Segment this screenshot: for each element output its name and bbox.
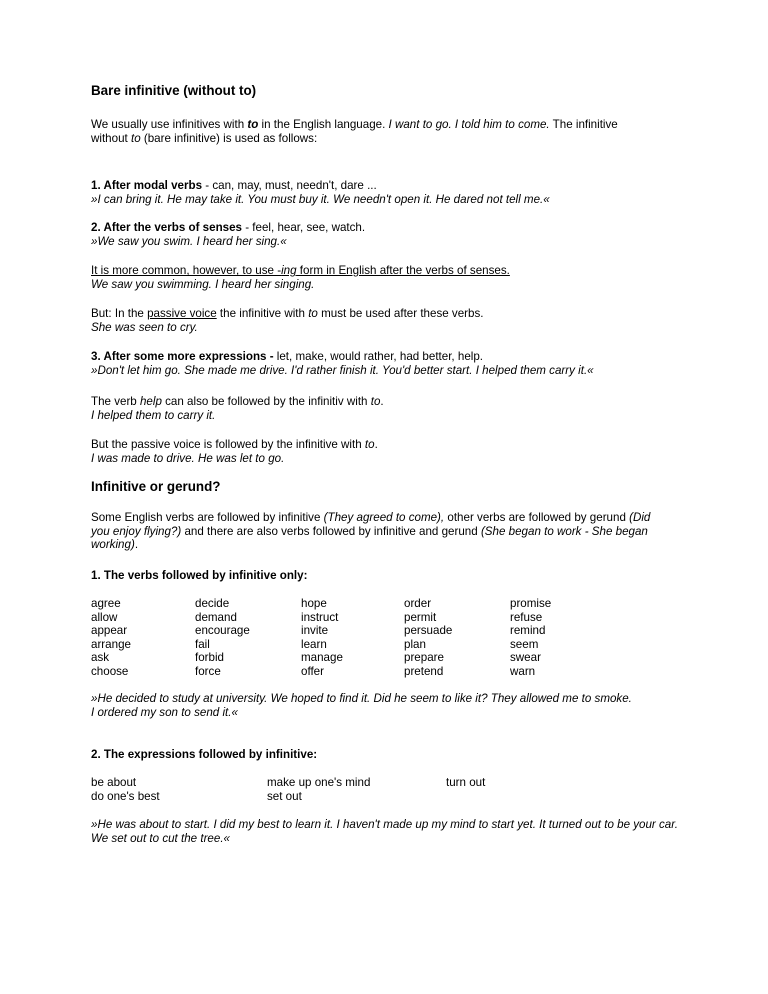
verb-item: ask (91, 651, 110, 665)
rule-verbs-of-senses: 2. After the verbs of senses - feel, hear, see, watch. »We saw you swim. I heard her sing.« (91, 221, 366, 248)
verb-item: allow (91, 610, 118, 624)
verb-item: demand (195, 610, 237, 624)
rule-more-expressions: 3. After some more expressions - let, make, would rather, had better, help. »Don't let him go. She made me drive. I'd rather finish it. You'd better start. I helped them carry it.« (91, 350, 594, 377)
verb-item: manage (301, 651, 343, 665)
verb-item: refuse (510, 610, 543, 624)
verb-item: fail (195, 637, 210, 651)
expression-column-1 (91, 776, 160, 803)
verb-item: warn (510, 664, 536, 678)
verb-item: learn (301, 637, 327, 651)
note-ing-form: It is more common, however, to use -ing form in English after the verbs of senses. We saw you swimming. I heard her singing. (91, 264, 510, 291)
passive-voice-link[interactable]: passive voice (147, 307, 217, 320)
verb-column-3 (301, 597, 343, 679)
verb-item: persuade (404, 624, 453, 638)
expression-item: set out (267, 789, 302, 803)
expression-column-3 (446, 776, 485, 790)
expression-item: do one's best (91, 789, 160, 803)
verb-item: promise (510, 597, 552, 610)
note-passive-voice: But: In the passive voice the infinitive with to must be used after these verbs. She was seen to cry. (91, 307, 484, 334)
expression-item: make up one's mind (267, 776, 371, 789)
verb-item: arrange (91, 637, 131, 651)
expression-column-2 (267, 776, 370, 803)
expression-item: be about (91, 776, 137, 789)
verb-item: encourage (195, 624, 250, 638)
subheading-infinitive-only: 1. The verbs followed by infinitive only: (91, 569, 308, 582)
verb-item: prepare (404, 651, 444, 665)
note-passive-to: But the passive voice is followed by the infinitive with to. I was made to drive. He was let to go. (91, 438, 378, 465)
verb-column-5 (510, 597, 551, 679)
verb-item: pretend (404, 664, 444, 678)
verb-item: permit (404, 610, 437, 624)
verb-item: invite (301, 624, 329, 638)
verb-column-4 (404, 597, 452, 679)
verb-item: swear (510, 651, 541, 665)
heading-bare-infinitive: Bare infinitive (without to) (91, 83, 257, 98)
gerund-intro-paragraph: Some English verbs are followed by infinitive (They agreed to come), other verbs are followed by gerund (Did you enjoy flying?) and there are also verbs followed by infinitive and gerund (She began to work - She began working). (91, 511, 651, 552)
verb-item: plan (404, 637, 426, 651)
example-expressions: »He was about to start. I did my best to learn it. I haven't made up my mind to start yet. It turned out to be your car. We set out to cut the tree.« (91, 818, 678, 845)
verb-item: offer (301, 664, 324, 678)
verb-item: forbid (195, 651, 225, 665)
verb-item: hope (301, 597, 327, 610)
verb-item: choose (91, 664, 129, 678)
verb-item: appear (91, 624, 128, 638)
verb-column-1 (91, 597, 131, 679)
verb-item: order (404, 597, 432, 610)
verb-item: agree (91, 597, 121, 610)
verb-item: instruct (301, 610, 339, 624)
verb-column-2 (195, 597, 250, 679)
note-help: The verb help can also be followed by the infinitiv with to. I helped them to carry it. (91, 395, 384, 422)
subheading-expressions: 2. The expressions followed by infinitive: (91, 748, 318, 761)
verb-item: seem (510, 637, 539, 651)
heading-infinitive-or-gerund: Infinitive or gerund? (91, 479, 221, 494)
rule-modal-verbs: 1. After modal verbs - can, may, must, needn't, dare ... »I can bring it. He may take it. You must buy it. We needn't open it. He dared not tell me.« (91, 179, 550, 206)
example-infinitive-only: »He decided to study at university. We hoped to find it. Did he seem to like it? They allowed me to smoke. I ordered my son to send it.« (91, 692, 632, 719)
verb-item: decide (195, 597, 230, 610)
verb-item: force (195, 664, 221, 678)
expression-item: turn out (446, 776, 486, 789)
verb-item: remind (510, 624, 546, 638)
intro-paragraph: We usually use infinitives with to in the English language. I want to go. I told him to come. The infinitive without to (bare infinitive) is used as follows: (91, 118, 618, 145)
